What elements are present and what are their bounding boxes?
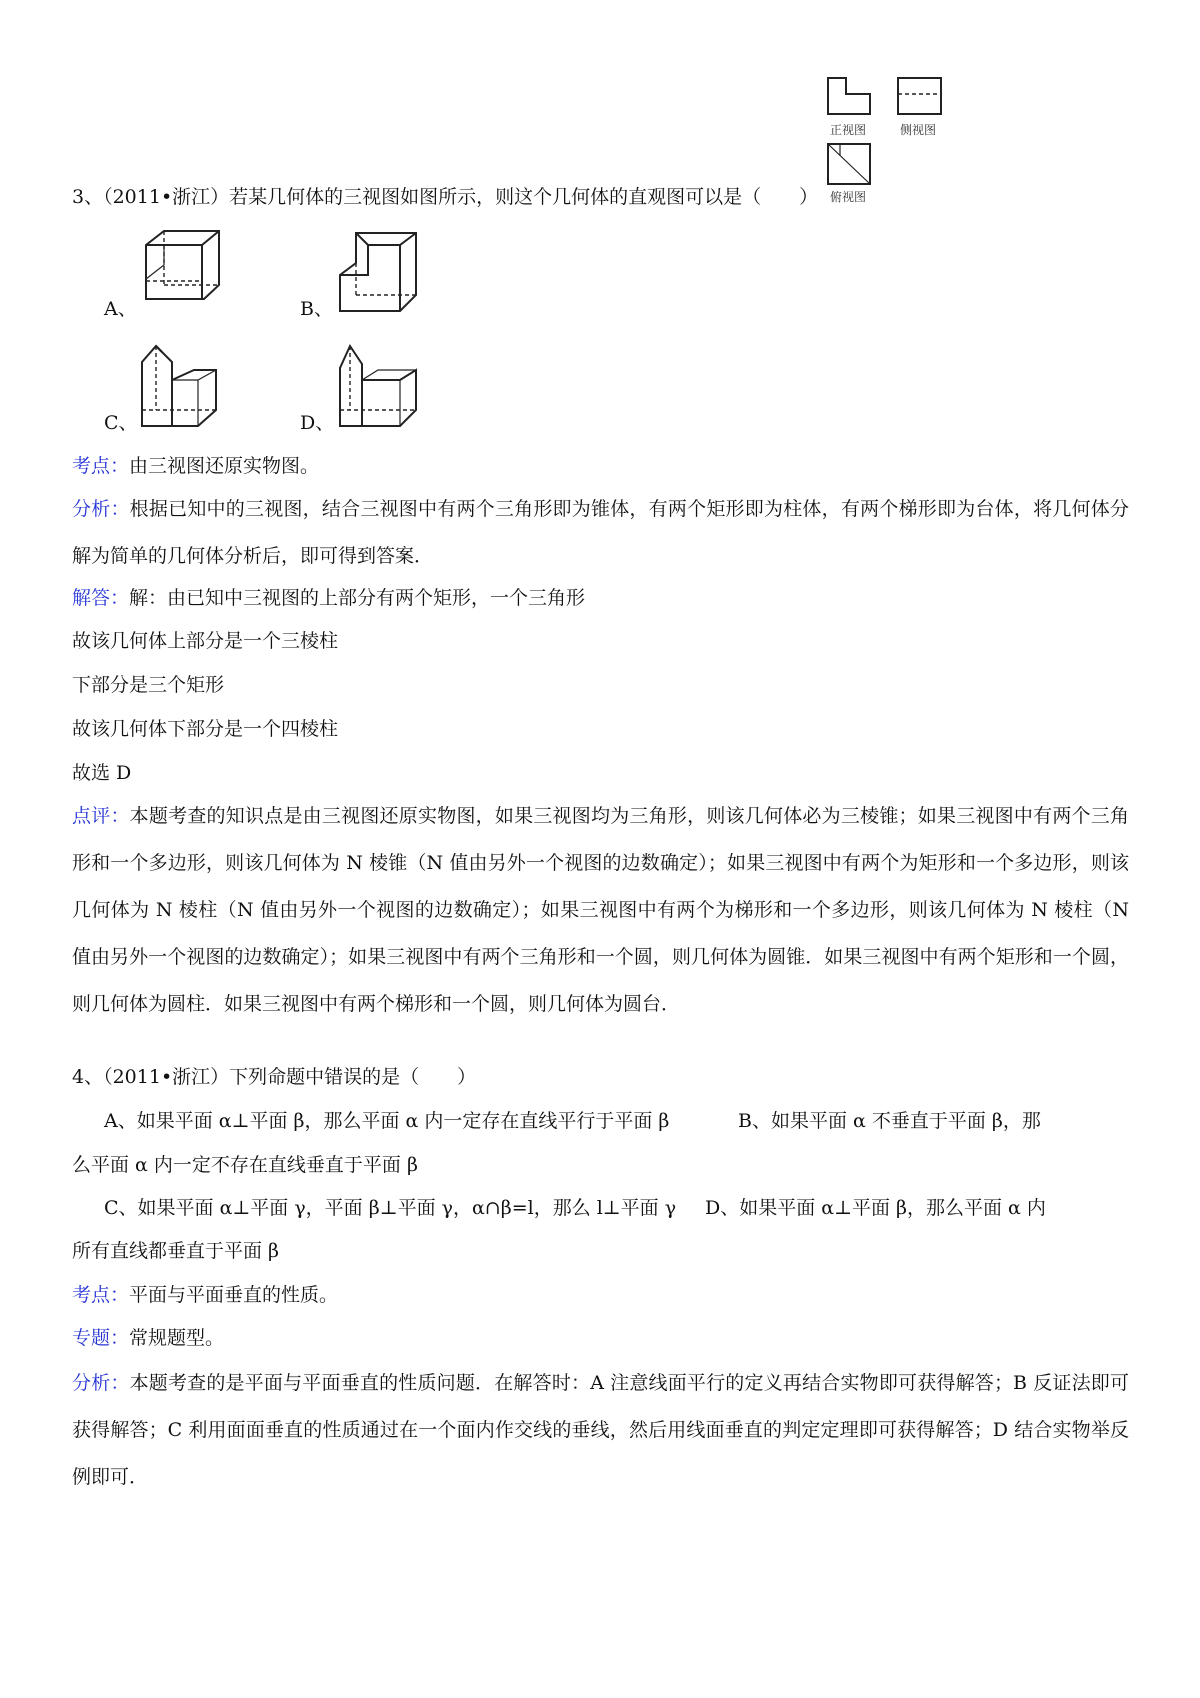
q3-kaodian-label: 考点： [72,455,130,477]
q4-kaodian-text: 平面与平面垂直的性质。 [129,1284,339,1306]
q3-jieda-text-1: 解：由已知中三视图的上部分有两个矩形，一个三角形 [129,587,586,609]
q4-fenxi [72,1360,1129,1501]
q3-option-d-label: D、 [300,412,335,434]
q4-kaodian [72,1284,338,1306]
q3-number: 3、 [72,186,104,208]
q3-option-b-label: B、 [300,298,333,320]
option-c-figure [134,340,234,435]
q3-dianping-text: 本题考查的知识点是由三视图还原实物图，如果三视图均为三角形，则该几何体必为三棱锥；如果三视图中有两个三角形和一个多边形，则该几何体为 N 棱锥（N 值由另外一个视图的边数确定）；如果三视图中有两个为矩形和一个多边形，则该几何体为 N 棱柱（N 值由另外一个视图的边数确定）；如果三视图中有两个为梯形和一个多边形，则该几何体为 N 棱柱（N 值由另外一个视图的边数确定）；如果三视图中有两个三角形和一个圆，则几何体为圆锥．如果三视图中有两个矩形和一个圆，则几何体为圆柱．如果三视图中有两个梯形和一个圆，则几何体为圆台． [72,805,1129,1015]
q3-stem-line [72,186,818,208]
q4-stem: 下列命题中错误的是（ ） [229,1066,477,1088]
front-view-caption: 正视图 [830,123,867,137]
q4-fenxi-label: 分析： [72,1372,130,1394]
q3-source: （2011•浙江） [103,186,230,208]
q4-kaodian-label: 考点： [72,1284,130,1306]
q3-jieda-label: 解答： [72,587,130,609]
q3-kaodian-text: 由三视图还原实物图。 [129,455,320,477]
side-view-shape [898,78,941,114]
q3-dianping-label: 点评： [72,805,130,827]
front-view-shape [828,78,870,114]
top-view-caption: 俯视图 [830,190,867,204]
q3-stem: 若某几何体的三视图如图所示，则这个几何体的直观图可以是（ ） [229,186,819,208]
q4-zhuanti [72,1327,224,1349]
option-d-figure [328,340,428,435]
q3-jieda-line-5: 故选 D [72,762,132,784]
q3-dianping [72,793,1129,1028]
q3-jieda-line-4: 故该几何体下部分是一个四棱柱 [72,718,339,740]
q4-stem-line [72,1066,476,1088]
q4-source: （2011•浙江） [103,1066,230,1088]
option-b-figure [328,225,428,320]
q4-option-d-part2: 所有直线都垂直于平面 β [72,1240,280,1262]
side-view-caption: 侧视图 [900,123,937,137]
q3-jieda-line-3: 下部分是三个矩形 [72,674,225,696]
q4-option-d-part1: D、如果平面 α⊥平面 β，那么平面 α 内 [705,1197,1046,1219]
q4-zhuanti-text: 常规题型。 [129,1327,225,1349]
q3-kaodian [72,455,319,477]
q3-jieda-line-2: 故该几何体上部分是一个三棱柱 [72,630,339,652]
q3-option-c-label: C、 [104,412,138,434]
q4-option-b-part1: B、如果平面 α 不垂直于平面 β，那 [738,1110,1041,1132]
q3-fenxi [72,486,1129,580]
q3-option-a-label: A、 [104,298,137,320]
q3-fenxi-label: 分析： [72,498,130,520]
option-a-figure [134,225,234,320]
q4-number: 4、 [72,1066,104,1088]
q4-option-c: C、如果平面 α⊥平面 γ，平面 β⊥平面 γ，α∩β=l，那么 l⊥平面 γ [104,1197,677,1219]
q4-option-a: A、如果平面 α⊥平面 β，那么平面 α 内一定存在直线平行于平面 β [104,1110,670,1132]
q3-jieda-line-1 [72,587,585,609]
q4-option-b-part2: 么平面 α 内一定不存在直线垂直于平面 β [72,1154,418,1176]
q3-fenxi-text: 根据已知中的三视图，结合三视图中有两个三角形即为锥体，有两个矩形即为柱体，有两个梯形即为台体，将几何体分解为简单的几何体分析后，即可得到答案． [72,498,1129,567]
q4-fenxi-text: 本题考查的是平面与平面垂直的性质问题．在解答时：A 注意线面平行的定义再结合实物即可获得解答；B 反证法即可获得解答；C 利用面面垂直的性质通过在一个面内作交线的垂线，然后用线面垂直的判定定理即可获得解答；D 结合实物举反例即可． [72,1372,1129,1488]
q4-zhuanti-label: 专题： [72,1327,130,1349]
